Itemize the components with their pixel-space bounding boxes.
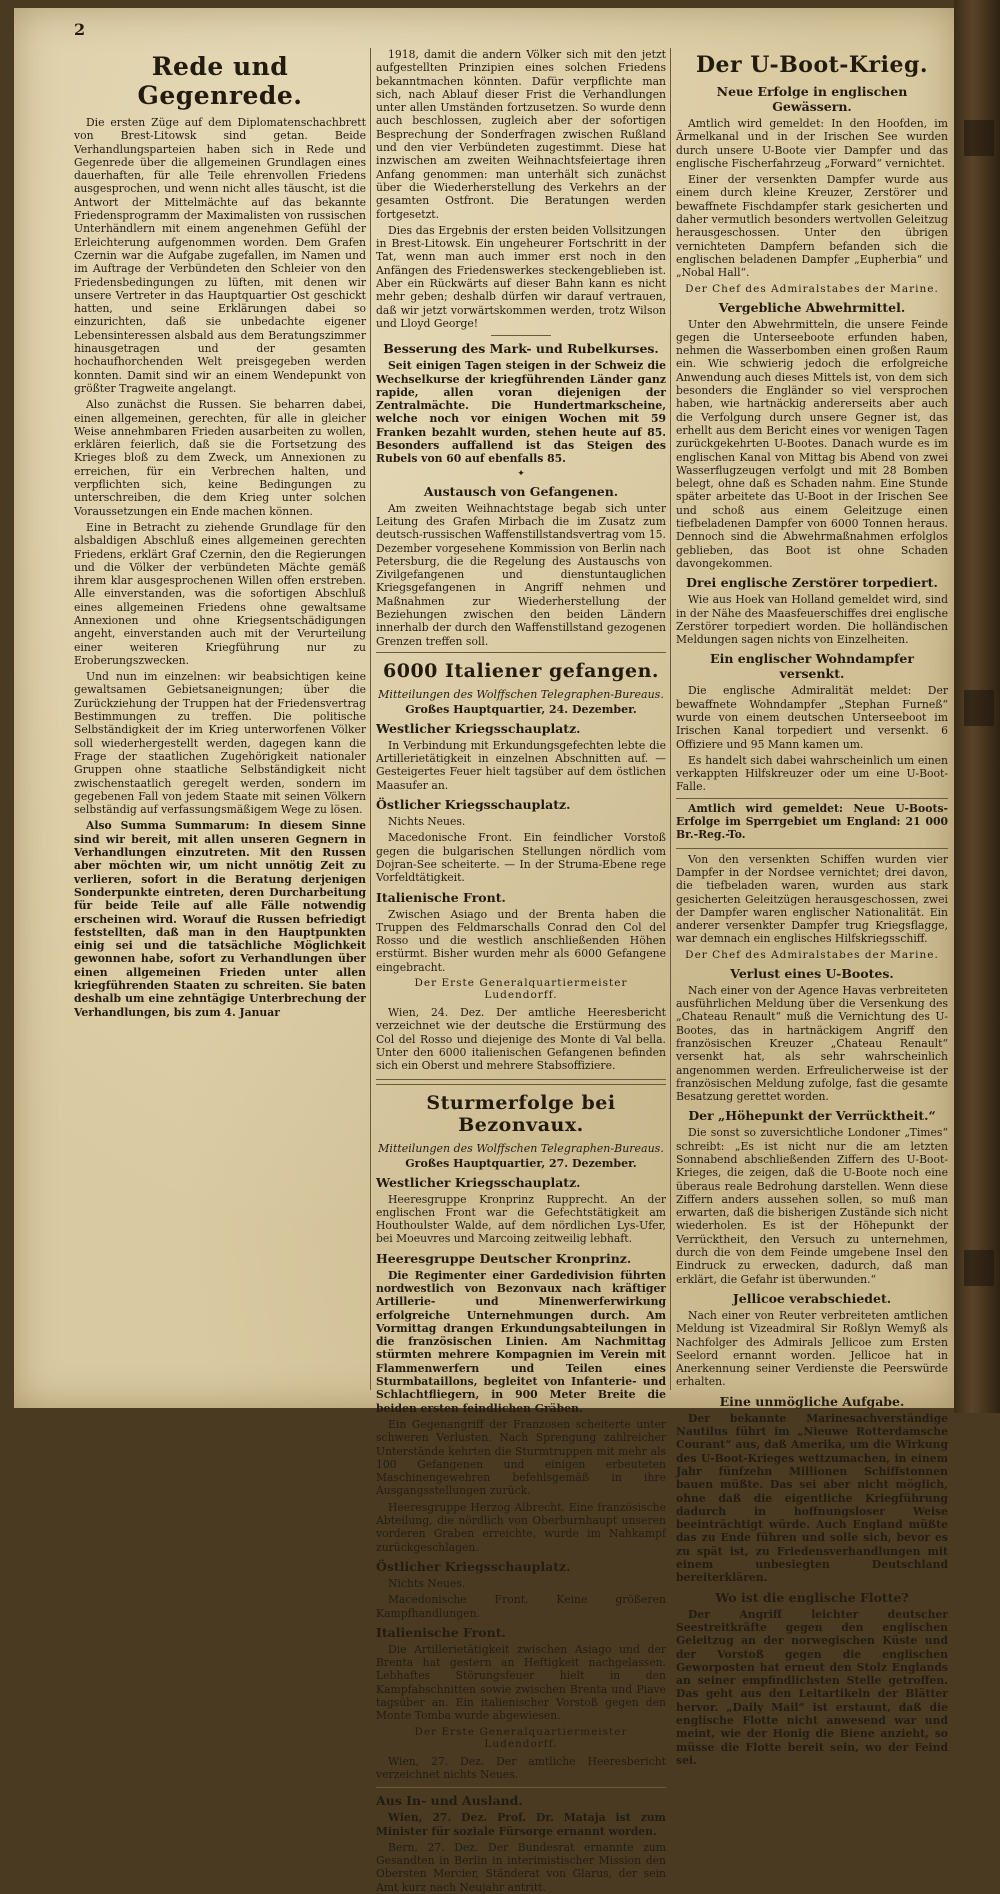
theater-title: Westlicher Kriegsschauplatz. <box>376 720 581 736</box>
article-paragraph: Nach einer von der Agence Havas verbreiteten ausführlichen Meldung über die Versenkung des „Chateau Renault“ muß die Vernichtung des U-Bootes, das in hartnäckigem Angriff den französischen Kreuzer „Chateau Renault“ versenkt hat, als sehr wahrscheinlich angenommen werden. Erfreulicherweise ist der französischen Meldung zufolge, fast die gesamte Besatzung gerettet worden. <box>676 983 948 1104</box>
column-rule <box>370 48 371 1390</box>
signature: Der Chef des Admiralstabes der Marine. <box>685 948 939 961</box>
report-text: Die Artillerietätigkeit zwischen Asiago und der Brenta hat gestern an Heftigkeit nachgelassen. Lebhaftes Störungsfeuer hielt in den Kampfabschnitten sowie zwischen Brenta und Piave tagsüber an. Ein italienischer Vorstoß gegen den Monte Tomba wurde abgewiesen. <box>376 1642 666 1723</box>
news-item: Bern, 27. Dez. Der Bundesrat ernannte zum Gesandten in Berlin in interimistischer Mission den Obersten Mercier, Ständerat von Glarus, der sein Amt kurz nach Neujahr antritt. <box>376 1840 666 1894</box>
divider <box>491 335 551 336</box>
article-paragraph: Also Summa Summarum: In diesem Sinne sind wir bereit, mit allen unseren Gegnern in Verhandlungen einzutreten. Mit den Russen aber möchten wir, um nicht unnötig Zeit zu verlieren, sofort in die Beratung derjenigen Sonderpunkte eintreten, deren Durcharbeitung für beide Teile auf alle Fälle notwendig erscheinen wird. Worauf die Russen befriedigt feststellten, daß man in den Hauptpunkten einig sei und die tatsächliche Möglichkeit gewonnen habe, sofort zu Verhandlungen über einen allgemeinen Frieden unter allen kriegführenden Staaten zu schreiten. Sie baten deshalb um eine zehntägige Unterbrechung der Verhandlungen, bis zum 4. Januar <box>74 819 366 1019</box>
section-title-exchange: Besserung des Mark- und Rubelkurses. <box>383 341 659 357</box>
article-paragraph: Eine in Betracht zu ziehende Grundlage für den alsbaldigen Abschluß eines allgemeinen gerechten Friedens, erklärt Graf Czernin, den die Regierungen und die Völker der verbündeten Mächte gemäß ihrem klar ausgesprochenen Willen offen erstreben. Alle einverstanden, was die sofortigen Abschluß eines allgemeinen Friedens ohne gewaltsame Annexionen und ohne Kriegsentschädigungen angeht, einverstanden auch mit der Verurteilung einer weiteren Kriegführung nur zu Eroberungszwecken. <box>74 520 366 667</box>
report-text: Macedonische Front. Ein feindlicher Vorstoß gegen die bulgarischen Stellungen nördlich vom Dojran-See scheiterte. — In der Struma-Ebene rege Vorfeldtätigkeit. <box>376 831 666 885</box>
theater-title: Italienische Front. <box>376 889 506 905</box>
article-paragraph: Von den versenkten Schiffen wurden vier Dampfer in der Nordsee vernichtet; drei davon, die tiefbeladen waren, wurden aus stark gesicherten Geleitzügen herausgeschossen, zwei der Dampfer waren englischer Nationalität. Ein anderer versenkter Dampfer trug Kriegsflagge, war demnach ein englisches Hilfskriegsschiff. <box>676 852 948 946</box>
newspaper-page <box>14 8 954 1894</box>
report-text: Wien, 27. Dez. Der amtliche Heeresbericht verzeichnet nichts Neues. <box>376 1754 666 1781</box>
article-paragraph: Wie aus Hoek van Holland gemeldet wird, sind in der Nähe des Maasfeuerschiffes drei englische Zerstörer torpediert worden. Die holländischen Meldungen sagen nichts von Einzelheiten. <box>676 593 948 647</box>
source-line: Mitteilungen des Wolffschen Telegraphen-Bureaus. <box>378 687 664 701</box>
report-text: In Verbindung mit Erkundungsgefechten lebte die Artillerietätigkeit in einzelnen Abschnitten auf. — Gesteigertes Feuer hielt tagsüber auf dem östlichen Maasufer an. <box>376 738 666 792</box>
bulletin-box <box>676 798 948 849</box>
report-text: Zwischen Asiago und der Brenta haben die Truppen des Feldmarschalls Conrad den Col del Rosso und die westlich anschließenden Höhen erstürmt. Bisher wurden mehr als 6000 Gefangene eingebracht. <box>376 907 666 974</box>
binding-hole <box>964 120 994 156</box>
binding-edge <box>954 0 1000 1413</box>
binding-hole <box>964 1250 994 1286</box>
signature: Der Erste Generalquartiermeister Ludendorff. <box>414 1725 628 1750</box>
column-left <box>74 48 366 1394</box>
section-title: Neue Erfolge in englischen Gewässern. <box>716 84 908 114</box>
article-paragraph: Amtlich wird gemeldet: In den Hoofden, im Ärmelkanal und in der Irischen See wurden durch unsere U-Boote vier Dampfer und das englische Fischerfahrzeug „Forward“ vernichtet. <box>676 117 948 170</box>
article-paragraph: Unter den Abwehrmitteln, die unsere Feinde gegen die Unterseeboote erfunden haben, nehmen die Wasserbomben einen großen Raum ein. Wie schwierig jedoch die erfolgreiche Anwendung auch dieses Mittels ist, von dem sich besonders die Engländer so viel versprochen haben, wie hartnäckig andererseits aber auch die Verfolgung durch unsere Gegner ist, das erhellt aus dem Bericht eines vor wenigen Tagen zurückgekehrten U-Bootes. Danach wurde es im englischen Kanal von Mittag bis Abend von zwei Wasserflugzeugen verfolgt und mit 28 Bomben belegt, ohne daß es Schaden nahm. Eine Stunde später arbeitete das U-Boot in der Irischen See und schoß aus einem Geleitzuge einen tiefbeladenen Dampfer von 6000 Tonnen heraus. Dennoch sind die Abwehrmaßnahmen erfolglos geblieben, das Boot ist ohne Schaden davongekommen. <box>676 317 948 570</box>
report-text: Heeresgruppe Herzog Albrecht. Eine französische Abteilung, die nördlich von Oberburnhaupt unseren vorderen Graben erreichte, wurde im Nahkampf zurückgeschlagen. <box>376 1500 666 1554</box>
article-title-uboot: Der U-Boot-Krieg. <box>695 52 929 78</box>
article-paragraph: Nach einer von Reuter verbreiteten amtlichen Meldung ist Vizeadmiral Sir Roßlyn Wemyß als Nachfolger des Admirals Jellicoe zum Ersten Seelord ernannt worden. Jellicoe hat in Anerkennung seiner Verdienste die Peerswürde erhalten. <box>676 1308 948 1389</box>
section-title: Vergebliche Abwehrmittel. <box>718 299 906 315</box>
article-paragraph: Die ersten Züge auf dem Diplomatenschachbrett von Brest-Litowsk sind getan. Beide Verhandlungsparteien haben sich in Rede und Gegenrede über die allgemeinen Grundlagen eines dauerhaften, für alle Teile ehrenvollen Friedens ausgesprochen, und wenn nicht alles täuscht, ist die Antwort der Mittelmächte auf das bekannte Friedensprogramm der Maximalisten von russischen Unterhändlern mit einem angenehmen Gefühl der Erleichterung aufgenommen worden. Dem Grafen Czernin war die Aufgabe zugefallen, im Namen und im Auftrage der Verbündeten den Schleier von den Friedensbedingungen zu lüften, mit denen wir unsere Vertreter in das Hauptquartier Ost geschickt hatten, und seine Erklärungen dabei so einzurichten, daß sie unbedachte eigener Lebensinteressen alsbald aus dem Beratungszimmer hinausgetragen und der gesamten hochaufhorchenden Welt preisgegeben werden konnten. Damit sind wir an einem Wendepunkt von größter Tragweite angelangt. <box>74 116 366 395</box>
source-line: Mitteilungen des Wolffschen Telegraphen-Bureaus. <box>378 1141 664 1155</box>
article-paragraph: Einer der versenkten Dampfer wurde aus einem durch kleine Kreuzer, Zerstörer und bewaffnete Fischdampfer stark gesicherten und daher vermutlich besonders wertvollen Geleitzug herausgeschossen. Unter den übrigen vernichteten Dampfern befanden sich die englischen beladenen Dampfer „Eupherbia“ und „Nobal Hall“. <box>676 173 948 280</box>
article-paragraph: Seit einigen Tagen steigen in der Schweiz die Wechselkurse der kriegführenden Länder ganz rapide, allen voran diejenigen der Zentralmächte. Die Hundertmarkscheine, welche noch vor einigen Wochen mit 59 Franken bezahlt wurden, stehen heute auf 85. Besonders auffallend ist das Steigen des Rubels von 60 auf ebenfalls 85. <box>376 359 666 466</box>
article-paragraph: Und nun im einzelnen: wir beabsichtigen keine gewaltsamen Gebietsaneignungen; über die Zurückziehung der Truppen hat der Friedensvertrag Bestimmungen zu treffen. Die politische Selbständigkeit der im Krieg unterworfenen Völker soll wiederhergestellt werden, dagegen kann die Frage der staatlichen Zugehörigkeit nationaler Gruppen ohne staatliche Selbständigkeit nicht zwischenstaatlich geregelt werden, sondern im gegebenen Fall von jedem Staate mit seinen Völkern selbständig auf verfassungsmäßigem Wege zu lösen. <box>74 670 366 817</box>
section-title: Jellicoe verabschiedet. <box>732 1290 892 1306</box>
theater-title: Östlicher Kriegsschauplatz. <box>376 797 571 813</box>
article-paragraph: Die sonst so zuversichtliche Londoner „Times“ schreibt: „Es ist nicht nur die am letzten Sonnabend abschließenden Ziffern des U-Boot-Krieges, die zeigen, daß die U-Boote noch eine überaus reale Bedrohung darstellen. Wenn diese Ziffern anders aussehen sollen, so muß man erwarten, daß die bisherigen Zustände sich nicht wiederholen. Es ist der Höhepunkt der Verrücktheit, den Versuch zu unternehmen, durch die von dem Feinde umgebene Insel den Eindruck zu erwecken, dadurch, daß man erklärt, die Gefahr ist überwunden.“ <box>676 1126 948 1286</box>
section-title: Verlust eines U-Bootes. <box>730 965 894 981</box>
dateline: Großes Hauptquartier, 24. Dezember. <box>405 702 637 716</box>
report-text: Ein Gegenangriff der Franzosen scheiterte unter schweren Verlusten. Nach Sprengung zahlreicher Unterstände kehrten die Sturmtruppen mit mehr als 100 Gefangenen und einigen erbeuteten Maschinengewehren befehlsgemäß in ihre Ausgangsstellungen zurück. <box>376 1417 666 1498</box>
signature: Der Chef des Admiralstabes der Marine. <box>685 282 939 295</box>
article-title-rede: Rede und Gegenrede. <box>137 52 303 110</box>
signature: Der Erste Generalquartiermeister Ludendorff. <box>414 977 628 1002</box>
report-italians <box>376 652 666 1080</box>
column-middle <box>376 48 666 1894</box>
article-paragraph: Der Angriff leichter deutscher Seestreitkräfte gegen den englischen Geleitzug an der norwegischen Küste und der Vorstoß gegen die englischen Geworposten hat erneut den Stolz Englands an seiner empfindlichsten Stelle getroffen. Das geht aus den Leitartikeln der Blätter hervor. „Daily Mail“ ist erstaunt, daß die englische Flotte nicht anwesend war und meint, wie der Honig die Biene anzieht, so müsse die Flotte bereit sein, wo der Feind sei. <box>676 1607 948 1767</box>
section-title-prisoners: Austausch von Gefangenen. <box>423 483 619 499</box>
headline-bezonvaux: Sturmerfolge bei Bezonvaux. <box>426 1091 616 1136</box>
headline-italians: 6000 Italiener gefangen. <box>383 659 659 682</box>
section-title: Wo ist die englische Flotte? <box>715 1589 909 1605</box>
news-item: Wien, 27. Dez. Prof. Dr. Mataja ist zum Minister für soziale Fürsorge ernannt worden. <box>376 1811 666 1838</box>
report-text: Nichts Neues. <box>388 815 466 829</box>
article-paragraph: Die englische Admiralität meldet: Der bewaffnete Wohndampfer „Stephan Furneß“ wurde von einem deutschen Unterseeboot im Irischen Kanal torpediert und versenkt. 6 Offiziere und 95 Mann kamen um. <box>676 684 948 751</box>
section-title-abroad: Aus In- und Ausland. <box>376 1793 523 1809</box>
article-paragraph: Der bekannte Marinesachverständige Nautilus führt im „Nieuwe Rotterdamsche Courant“ aus, daß Amerika, um die Wirkung des U-Boot-Krieges wettzumachen, in einem Jahr fünfzehn Millionen Schiffstonnen bauen müßte. Das sei aber nicht möglich, ohne daß die eigentliche Kriegführung dadurch in hoffnungsloser Weise beeinträchtigt würde. Auch England müßte das zu Ende führen und solle sich, bevor es zu spät ist, zu Friedensverhandlungen mit einem unbesiegten Deutschland bereiterklären. <box>676 1411 948 1585</box>
column-right <box>676 48 948 1767</box>
article-paragraph: Es handelt sich dabei wahrscheinlich um einen verkappten Hilfskreuzer oder um eine U-Boot-Falle. <box>676 753 948 794</box>
article-paragraph: Amtlich wird gemeldet: Neue U-Boots-Erfolge im Sperrgebiet um England: 21 000 Br.-Reg.-To. <box>676 801 948 842</box>
theater-title: Östlicher Kriegsschauplatz. <box>376 1558 571 1574</box>
theater-title: Italienische Front. <box>376 1624 506 1640</box>
article-paragraph: Also zunächst die Russen. Sie beharren dabei, einen allgemeinen, gerechten, für alle in gleicher Weise annehmbaren Frieden ausarbeiten zu wollen, erklären feierlich, daß sie die Fortsetzung des Krieges bloß zu dem Zweck, um Annexionen zu erreichen, für ein Verbrechen halten, und verpflichten sich, keine Bedingungen zu unterschreiben, die dem Krieg unter solchen Voraussetzungen ein Ende machen können. <box>74 398 366 518</box>
section-title: Ein englischer Wohndampfer versenkt. <box>710 651 914 682</box>
report-text: Wien, 24. Dez. Der amtliche Heeresbericht verzeichnet wie der deutsche die Erstürmung des Col del Rosso und diejenige des Monte di Val bella. Unter den 6000 italienischen Gefangenen befinden sich ein Oberst und mehrere Stabsoffiziere. <box>376 1006 666 1073</box>
column-rule <box>670 48 671 1390</box>
report-text: Heeresgruppe Kronprinz Rupprecht. An der englischen Front war die Gefechtstätigkeit am Houthoulster Walde, auf dem nördlichen Lys-Ufer, bei Moeuvres und Marcoing zeitweilig lebhaft. <box>376 1192 666 1246</box>
section-title: Eine unmögliche Aufgabe. <box>719 1393 905 1409</box>
section-title: Der „Höhepunkt der Verrücktheit.“ <box>688 1108 936 1124</box>
section-title: Drei englische Zerstörer torpediert. <box>686 575 938 591</box>
theater-title: Westlicher Kriegsschauplatz. <box>376 1174 581 1190</box>
report-bezonvaux <box>376 1084 666 1789</box>
article-paragraph: 1918, damit die andern Völker sich mit den jetzt aufgestellten Prinzipien eines solchen Friedens bekanntmachen könnten. Dafür verpflichte man sich, nach Ablauf dieser Frist die Verhandlungen unter allen Umständen fortzusetzen. So wurde denn auch beschlossen, zugleich aber der sofortigen Besprechung der Sonderfragen zwischen Rußland und den vier Verbündeten zugestimmt. Diese hat inzwischen am zweiten Weihnachtsfeiertage ihren Anfang genommen: man unterhält sich zunächst über die Wiederherstellung des Verkehrs an der gesamten Ostfront. Die Beratungen werden fortgesetzt. <box>376 48 666 221</box>
ornament: ✦ <box>517 468 525 479</box>
binding-hole <box>964 690 994 726</box>
page-number: 2 <box>74 20 86 39</box>
article-paragraph: Am zweiten Weihnachtstage begab sich unter Leitung des Grafen Mirbach die im Zusatz zum deutsch-russischen Waffenstillstandsvertrag vom 15. Dezember vorgesehene Kommission von Berlin nach Petersburg, die die Regelung des Austauschs von Zivilgefangenen und dienstuntauglichen Kriegsgefangenen in Angriff nehmen und Maßnahmen zur Wiederherstellung der Beziehungen zwischen den beiden Ländern innerhalb der durch den Waffenstillstand gezogenen Grenzen treffen soll. <box>376 501 666 648</box>
dateline: Großes Hauptquartier, 27. Dezember. <box>405 1156 637 1170</box>
report-text: Nichts Neues. <box>388 1576 466 1590</box>
article-paragraph: Dies das Ergebnis der ersten beiden Vollsitzungen in Brest-Litowsk. Ein ungeheurer Fortschritt in der Tat, wenn man auch immer erst noch in den Anfängen des Friedenswerkes steckengeblieben ist. Aber ein Rückwärts auf dieser Bahn kann es nicht mehr geben; deshalb dürfen wir darauf vertrauen, daß wir jetzt vorwärtskommen werden, trotz Wilson und Lloyd George! <box>376 223 666 330</box>
report-text: Die Regimenter einer Gardedivision führten nordwestlich von Bezonvaux nach kräftiger Artillerie- und Minenwerferwirkung erfolgreiche Unternehmungen durch. Am Vormittag drangen Erkundungsabteilungen in die französischen Linien. Am Nachmittag stürmten mehrere Kompagnien im Verein mit Flammenwerfern und Teilen eines Sturmbataillons, begleitet von Infanterie- und Schlachtfliegern, in 900 Meter Breite die beiden ersten feindlichen Gräben. <box>376 1268 666 1415</box>
report-text: Macedonische Front. Keine größeren Kampfhandlungen. <box>376 1593 666 1620</box>
group-title: Heeresgruppe Deutscher Kronprinz. <box>376 1250 632 1266</box>
